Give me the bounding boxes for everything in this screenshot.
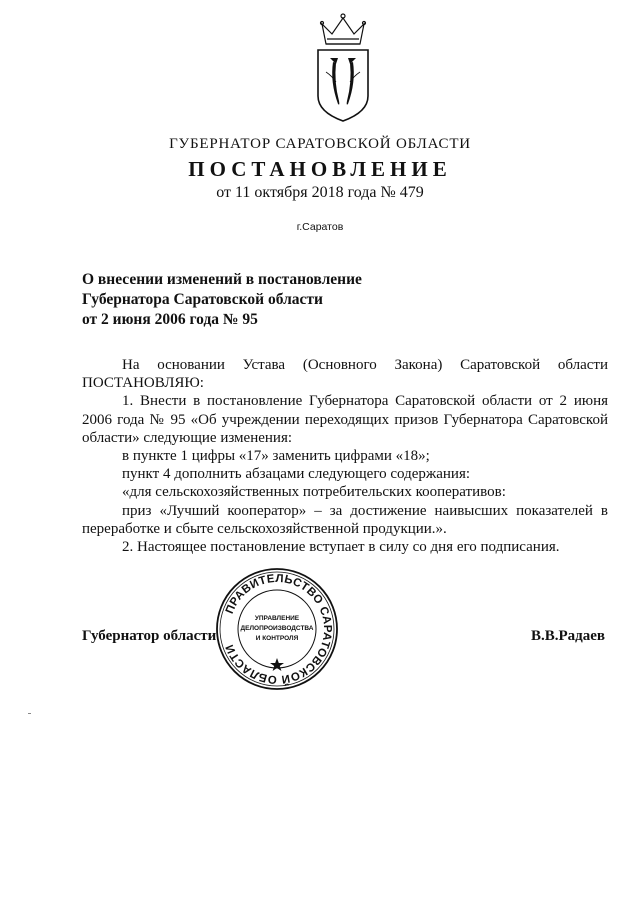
clause-2: 2. Настоящее постановление вступает в силу со дня его подписания. — [122, 539, 560, 556]
seal-inner-line: И КОНТРОЛЯ — [255, 635, 299, 642]
scan-mark — [28, 713, 31, 714]
seal-star-icon — [270, 658, 284, 671]
seal-inner-line: УПРАВЛЕНИЕ — [254, 615, 300, 622]
document-city: г.Саратов — [296, 221, 344, 233]
clause-1-change-d: приз «Лучший кооператор» – за достижение наивысших показателей в переработке и сбыте сельскохозяйственной продукции.». — [82, 502, 608, 537]
official-seal — [214, 566, 340, 692]
clause-1-change-a: в пункте 1 цифры «17» заменить цифрами «18»; — [122, 448, 430, 465]
signatory-name: В.В.Радаев — [531, 628, 606, 644]
resolution-word: ПОСТАНОВЛЯЮ: — [82, 375, 204, 392]
subject-line: Губернатора Саратовской области — [82, 291, 323, 308]
clause-1-change-c: «для сельскохозяйственных потребительских кооперативов: — [122, 484, 506, 501]
document-date-number: от 11 октября 2018 года № 479 — [216, 184, 424, 201]
subject-line: от 2 июня 2006 года № 95 — [82, 311, 258, 328]
seal-inner-line: ДЕЛОПРОИЗВОДСТВА — [240, 625, 314, 632]
document-subject — [82, 270, 362, 330]
document-type-title: ПОСТАНОВЛЕНИЕ — [188, 157, 452, 181]
issuing-authority: ГУБЕРНАТОР САРАТОВСКОЙ ОБЛАСТИ — [169, 136, 471, 152]
seal-ring-text: ПРАВИТЕЛЬСТВО САРАТОВСКОЙ ОБЛАСТИ — [223, 572, 334, 686]
subject-line: О внесении изменений в постановление — [82, 271, 362, 288]
intro-paragraph: На основании Устава (Основного Закона) Саратовской области — [122, 357, 608, 373]
coat-of-arms-emblem — [312, 12, 374, 124]
document-body — [82, 356, 608, 556]
clause-1-change-b: пункт 4 дополнить абзацами следующего содержания: — [122, 466, 471, 483]
signatory-position: Губернатор области — [82, 628, 217, 644]
clause-1: 1. Внести в постановление Губернатора Саратовской области от 2 июня 2006 года № 95 «Об учреждении переходящих призов Губернатора Саратовской области» следующие изменения: — [82, 393, 608, 446]
